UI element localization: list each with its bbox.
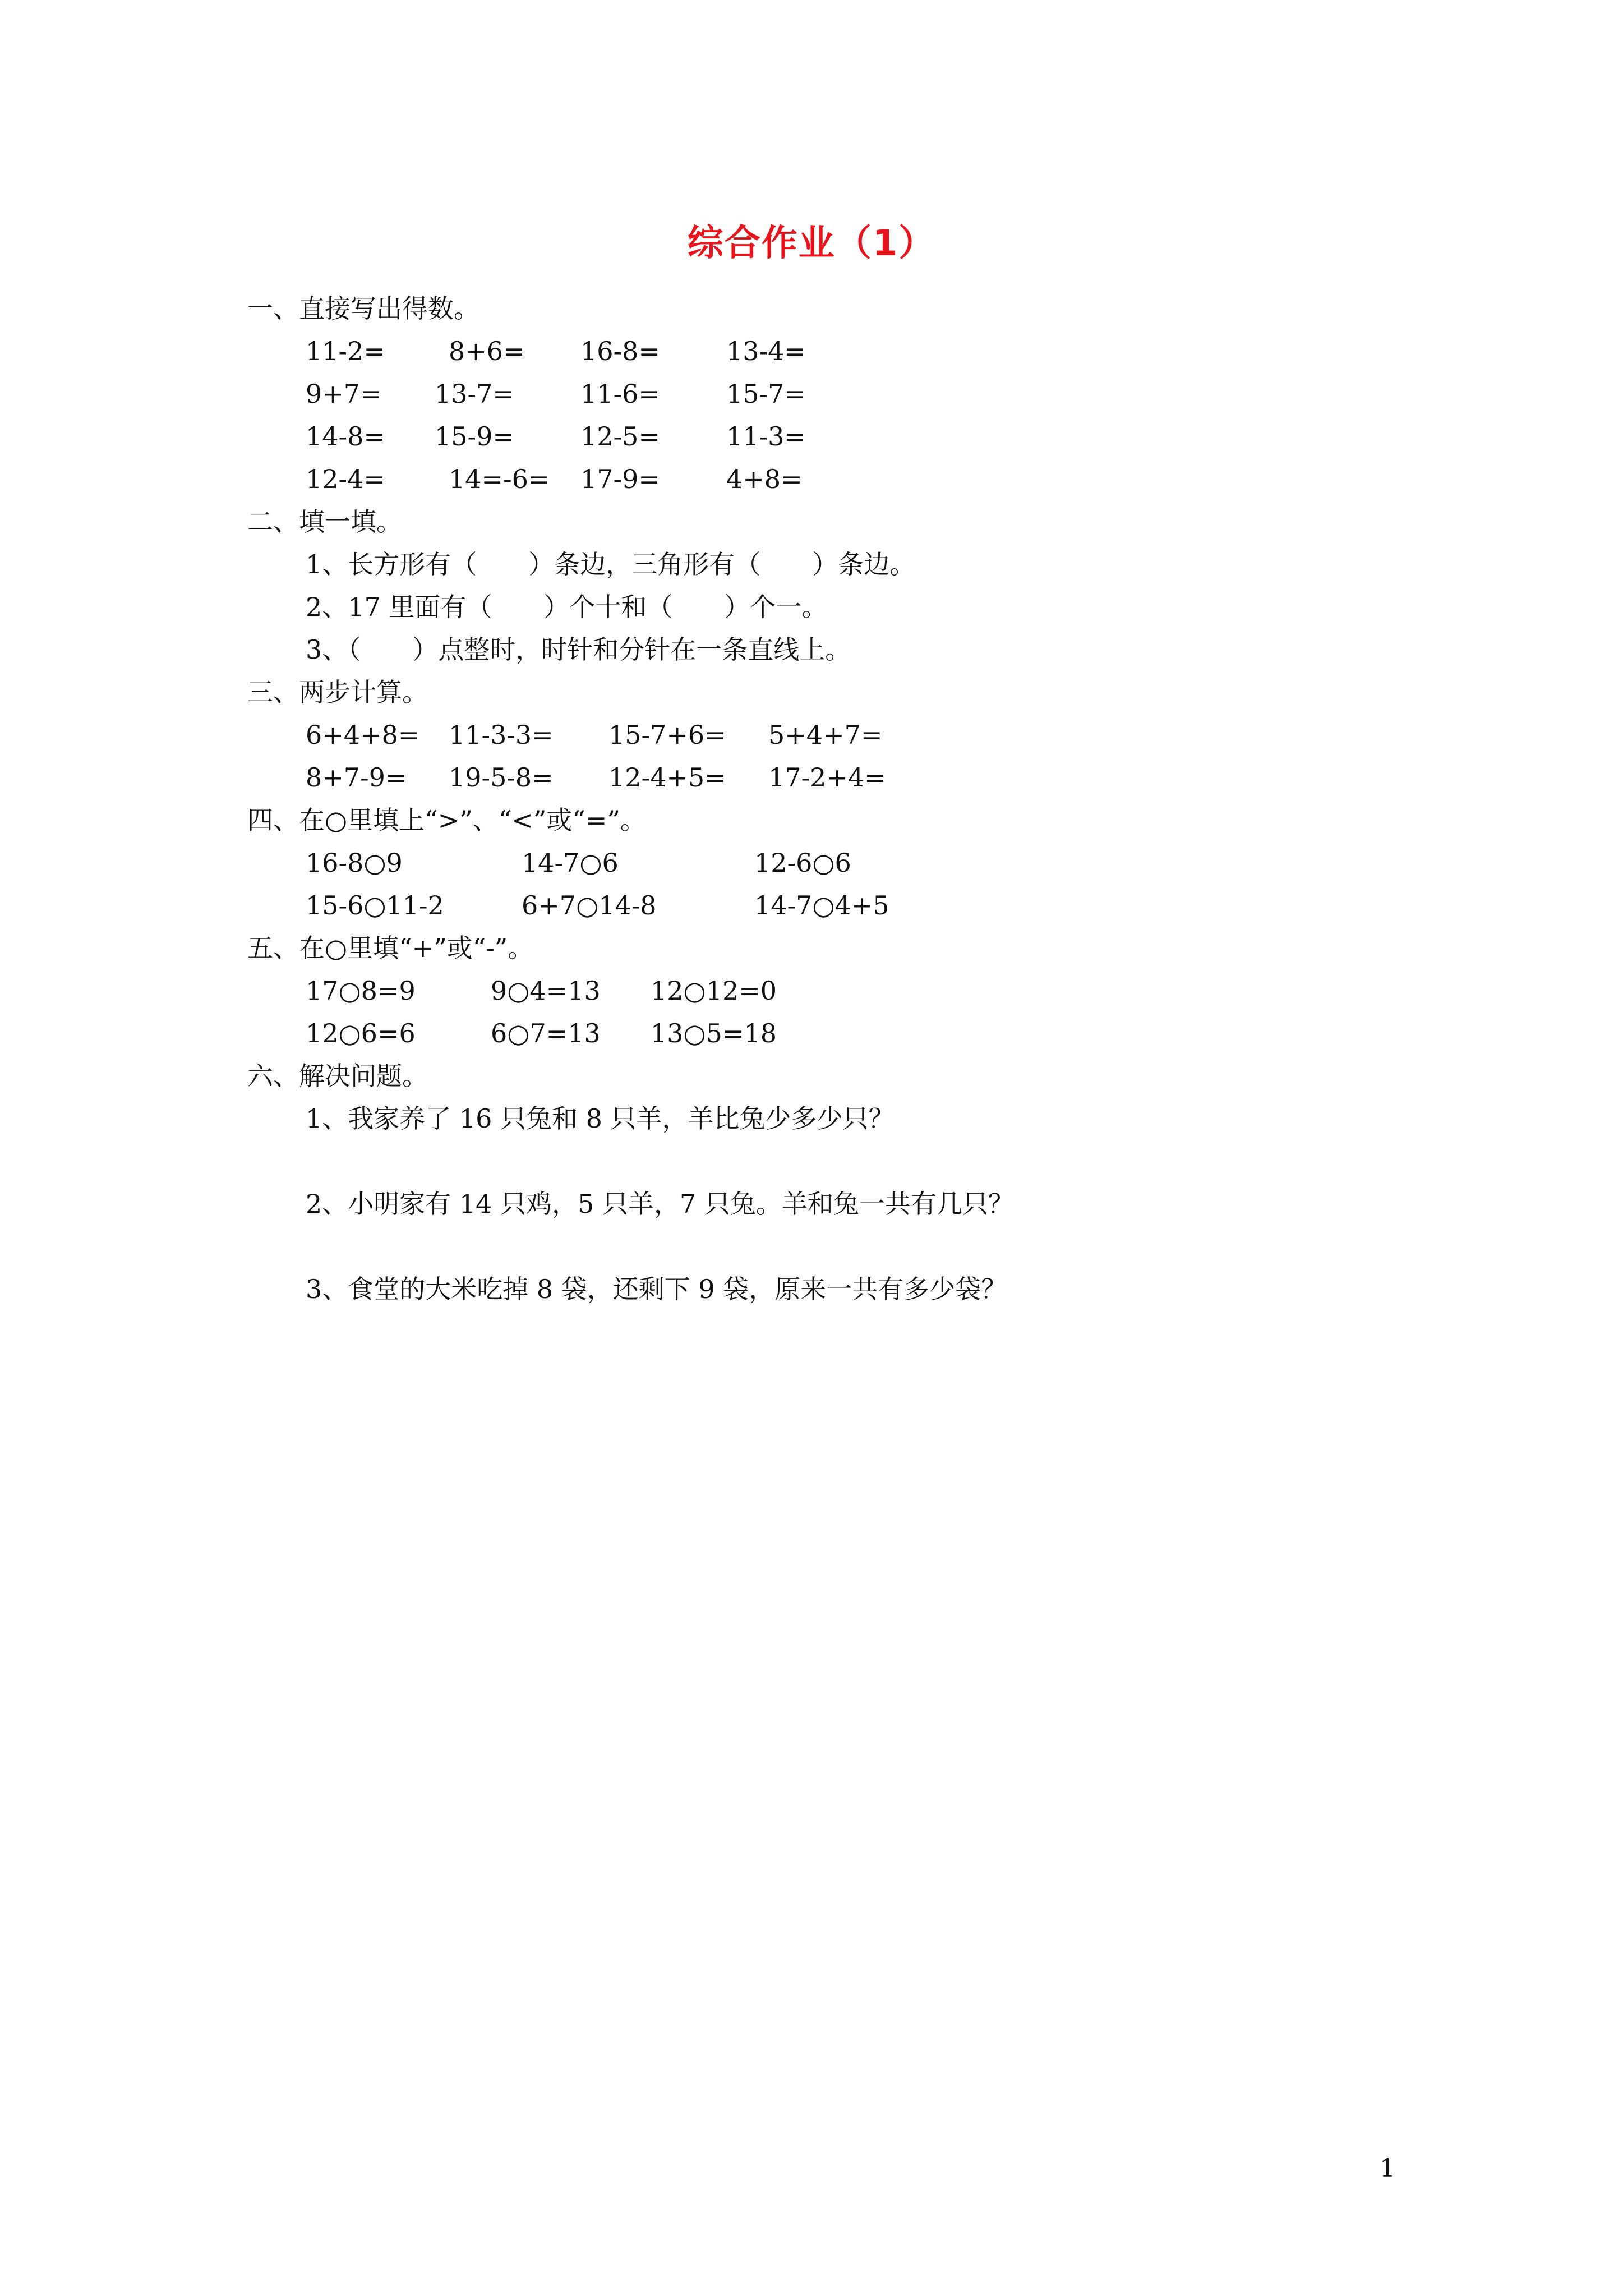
arithmetic-problem: 16-8= — [580, 336, 660, 366]
arithmetic-problem: 12-4= — [306, 464, 385, 494]
arithmetic-problem: 13-7= — [435, 379, 514, 409]
section-heading: 六、解决问题。 — [247, 1061, 428, 1091]
arithmetic-problem: 5+4+7= — [768, 720, 883, 750]
arithmetic-problem: 11-2= — [306, 336, 385, 366]
operator-problem: 6○7=13 — [491, 1018, 601, 1048]
arithmetic-problem: 12-5= — [580, 421, 660, 452]
arithmetic-problem: 6+4+8= — [306, 720, 420, 750]
section-heading: 五、在○里填“+”或“-”。 — [247, 933, 534, 963]
arithmetic-problem: 11-3-3= — [449, 720, 554, 750]
arithmetic-problem: 14-8= — [306, 421, 385, 452]
section-heading: 一、直接写出得数。 — [247, 293, 479, 324]
arithmetic-problem: 8+7-9= — [306, 762, 407, 793]
page-number: 1 — [1380, 2154, 1395, 2183]
section-heading: 四、在○里填上“>”、“<”或“=”。 — [247, 805, 646, 835]
arithmetic-problem: 17-9= — [580, 464, 660, 494]
section-heading: 三、两步计算。 — [247, 677, 428, 707]
arithmetic-problem: 12-4+5= — [608, 762, 726, 793]
word-problem: 3、食堂的大米吃掉 8 袋，还剩下 9 袋，原来一共有多少袋？ — [306, 1274, 1007, 1304]
fill-in-question: 3、（ ）点整时，时针和分针在一条直线上。 — [306, 634, 851, 665]
fill-in-question: 2、17 里面有（ ）个十和（ ）个一。 — [306, 592, 828, 622]
section-heading: 二、填一填。 — [247, 507, 402, 537]
arithmetic-problem: 4+8= — [726, 464, 803, 494]
arithmetic-problem: 9+7= — [306, 379, 382, 409]
fill-in-question: 1、长方形有（ ）条边，三角形有（ ）条边。 — [306, 549, 916, 579]
arithmetic-problem: 15-7= — [726, 379, 806, 409]
arithmetic-problem: 8+6= — [449, 336, 525, 366]
comparison-problem: 15-6○11-2 — [306, 890, 444, 921]
operator-problem: 13○5=18 — [651, 1018, 777, 1048]
operator-problem: 12○12=0 — [651, 976, 777, 1006]
arithmetic-problem: 15-7+6= — [608, 720, 726, 750]
operator-problem: 12○6=6 — [306, 1018, 416, 1048]
arithmetic-problem: 11-3= — [726, 421, 806, 452]
comparison-problem: 14-7○6 — [522, 848, 619, 878]
operator-problem: 17○8=9 — [306, 976, 416, 1006]
worksheet-title: 综合作业（1） — [687, 223, 936, 264]
arithmetic-problem: 13-4= — [726, 336, 806, 366]
operator-problem: 9○4=13 — [491, 976, 601, 1006]
arithmetic-problem: 11-6= — [580, 379, 660, 409]
comparison-problem: 16-8○9 — [306, 848, 403, 878]
arithmetic-problem: 19-5-8= — [449, 762, 554, 793]
word-problem: 1、我家养了 16 只兔和 8 只羊，羊比兔少多少只？ — [306, 1103, 895, 1134]
comparison-problem: 12-6○6 — [754, 848, 851, 878]
comparison-problem: 14-7○4+5 — [754, 890, 889, 921]
arithmetic-problem: 17-2+4= — [768, 762, 886, 793]
word-problem: 2、小明家有 14 只鸡，5 只羊，7 只兔。羊和兔一共有几只？ — [306, 1189, 1014, 1219]
comparison-problem: 6+7○14-8 — [522, 890, 657, 921]
arithmetic-problem: 14=-6= — [449, 464, 550, 494]
arithmetic-problem: 15-9= — [435, 421, 514, 452]
